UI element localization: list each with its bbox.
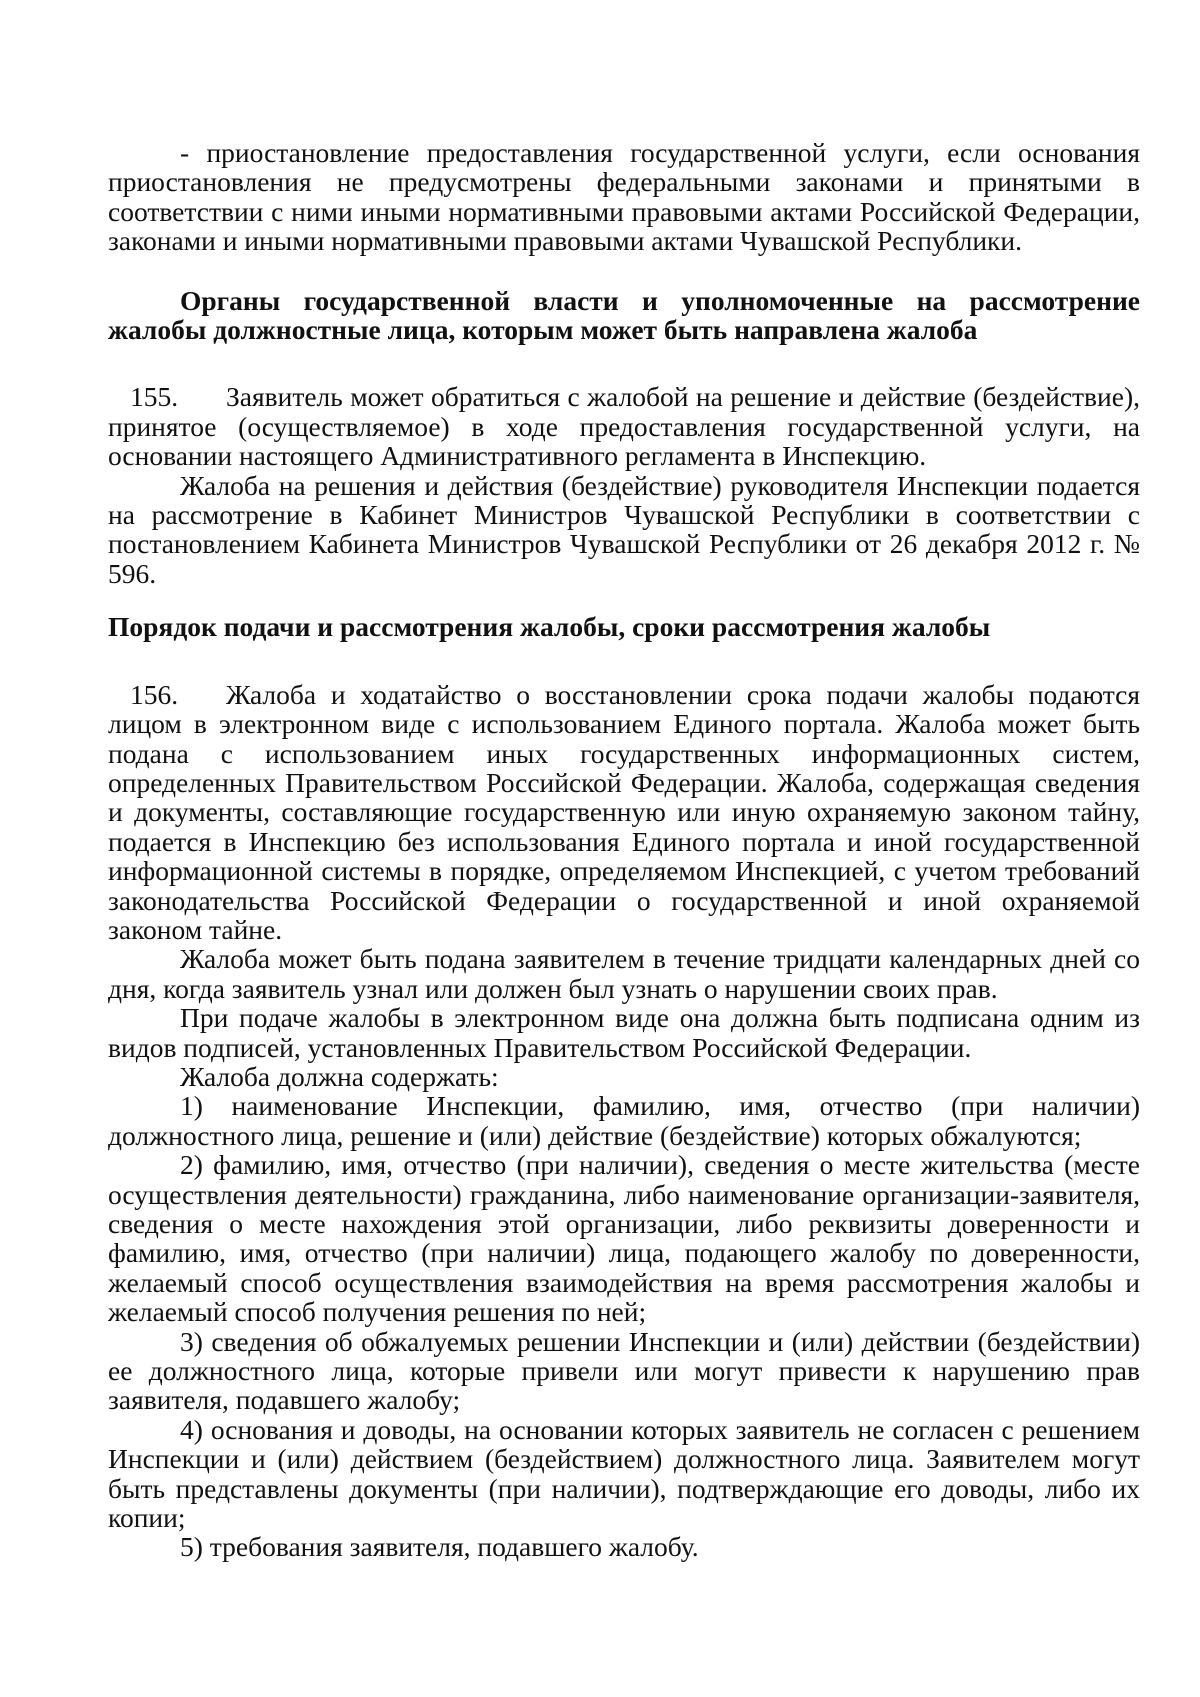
list-item: 2) фамилию, имя, отчество (при наличии), сведения о месте жительства (месте осуществления деятельности) гражданина, либо наименование организации-заявителя, сведения о месте нахождения этой организации, либо реквизиты доверенности и фамилию, имя, отчество (при наличии) лица, подающего жалобу по доверенности, желаемый способ осуществления взаимодействия на время рассмотрения жалобы и желаемый способ получения решения по ней; (108, 1149, 1140, 1328)
spacer (108, 588, 1140, 612)
document-page (108, 138, 1140, 1562)
section-heading-complaint-bodies: Органы государственной власти и уполномоченные на рассмотрение жалобы должностные лица, которым может быть направлена жалоба (108, 284, 1140, 346)
clause-156-paragraph-2: Жалоба может быть подана заявителем в течение тридцати календарных дней со дня, когда заявитель узнал или должен был узнать о нарушении своих прав. (108, 943, 1140, 1004)
clause-156 (108, 680, 1140, 945)
intro-paragraph: - приостановление предоставления государственной услуги, если основания приостановления не предусмотрены федеральными законами и принятыми в соответствии с ними иными нормативными правовыми актами Российской Федерации, законами и иными нормативными правовыми актами Чувашской Республики. (108, 137, 1140, 257)
list-item: 5) требования заявителя, подавшего жалобу. (180, 1531, 699, 1563)
spacer (108, 256, 1140, 286)
spacer (108, 642, 1140, 680)
clause-156-paragraph-3: При подаче жалобы в электронном виде она должна быть подписана одним из видов подписей, установленных Правительством Российской Федерации. (108, 1002, 1140, 1063)
clause-156-paragraph-4: Жалоба должна содержать: (180, 1060, 499, 1092)
spacer (108, 344, 1140, 382)
list-item: 4) основания и доводы, на основании которых заявитель не согласен с решением Инспекции и (или) действием (бездействием) должностного лица. Заявителем могут быть представлены документы (при наличии), подтверждающие его доводы, либо их копии; (108, 1413, 1140, 1534)
clause-text: Заявитель может обратиться с жалобой на решение и действие (бездействие), принятое (осуществляемое) в ходе предоставления государственной услуги, на основании настоящего Административного регламента в Инспекцию. (108, 381, 1140, 472)
clause-number: 156. (130, 678, 179, 710)
clause-number: 155. (130, 381, 179, 413)
clause-155-paragraph-2: Жалоба на решения и действия (бездействие) руководителя Инспекции подается на рассмотрение в Кабинет Министров Чувашской Республики в соответствии с постановлением Кабинета Министров Чувашской Республики от 26 декабря 2012 г. № 596. (108, 469, 1140, 589)
clause-155 (108, 382, 1140, 470)
section-heading-complaint-procedure: Порядок подачи и рассмотрения жалобы, сроки рассмотрения жалобы (108, 611, 991, 643)
clause-text: Жалоба и ходатайство о восстановлении срока подачи жалобы подаются лицом в электронном виде с использованием Единого портала. Жалоба может быть подана с использованием иных государственных информационных систем, определенных Правительством Российской Федерации. Жалоба, содержащая сведения и документы, составляющие государственную или иную охраняемую законом тайну, подается в Инспекцию без использования Единого портала и иной государственной информационной системы в порядке, определяемом Инспекцией, с учетом требований законодательства Российской Федерации о государственной и иной охраняемой законом тайне. (108, 678, 1140, 945)
list-item: 1) наименование Инспекции, фамилию, имя, отчество (при наличии) должностного лица, решение и (или) действие (бездействие) которых обжалуются; (108, 1090, 1140, 1151)
list-item: 3) сведения об обжалуемых решении Инспекции и (или) действии (бездействии) ее должностного лица, которые привели или могут привести к нарушению прав заявителя, подавшего жалобу; (108, 1325, 1140, 1416)
